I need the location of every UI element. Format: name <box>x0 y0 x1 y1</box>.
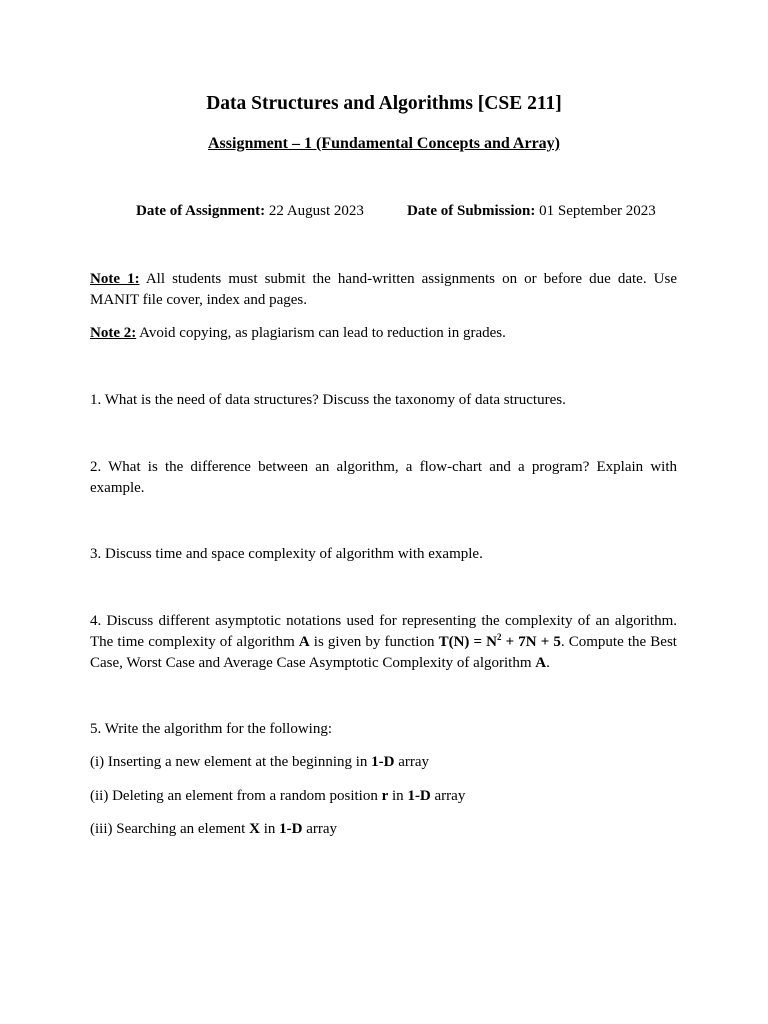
item-2-pre: (ii) Deleting an element from a random position <box>90 788 382 804</box>
algorithm-a: A <box>298 634 310 650</box>
item-2-mid: in <box>388 788 408 804</box>
note-1 <box>90 269 677 311</box>
date-of-assignment-label: Date of Assignment: <box>136 203 266 219</box>
date-of-submission-label: Date of Submission: <box>407 203 536 219</box>
function-lhs: T(N) = N <box>438 634 498 650</box>
item-1-bold: 1-D <box>371 754 395 770</box>
question-4 <box>90 611 677 674</box>
question-4-part3: . Compute the Best Case, Worst Case and Average Case Asymptotic Complexity of algorithm <box>90 634 677 671</box>
question-4-part1: 4. Discuss different asymptotic notations used for representing the complexity of an algorithm. The time complexity of algorithm <box>90 613 677 650</box>
function-rhs: + 7N + 5 <box>501 634 561 650</box>
item-1-post: array <box>394 754 430 770</box>
item-2-post: array <box>430 788 466 804</box>
date-of-assignment <box>136 203 364 220</box>
note-1-text: All students must submit the hand-written assignments on or before due date. Use MANIT file cover, index and pages. <box>90 271 678 308</box>
question-5-intro: 5. Write the algorithm for the following: <box>90 721 332 737</box>
question-4-part4: . <box>546 655 550 671</box>
item-2-bold: 1-D <box>407 788 431 804</box>
note-2-label: Note 2: <box>90 325 137 341</box>
item-3-pre: (iii) Searching an element <box>90 821 250 837</box>
note-2-text: Avoid copying, as plagiarism can lead to reduction in grades. <box>136 325 506 341</box>
date-of-submission <box>407 203 656 220</box>
question-3: 3. Discuss time and space complexity of algorithm with example. <box>90 546 483 562</box>
question-2: 2. What is the difference between an algorithm, a flow-chart and a program? Explain with example. <box>90 459 677 496</box>
question-5-item-1 <box>90 752 429 773</box>
document-title: Data Structures and Algorithms [CSE 211] <box>206 93 562 114</box>
date-of-submission-value: 01 September 2023 <box>535 203 656 219</box>
assignment-subtitle: Assignment – 1 (Fundamental Concepts and Array) <box>207 135 560 152</box>
item-1-pre: (i) Inserting a new element at the beginning in <box>90 754 372 770</box>
item-2-bold-r: r <box>381 788 389 804</box>
item-3-mid: in <box>259 821 280 837</box>
question-4-part2: is given by function <box>309 634 439 650</box>
question-5-item-3 <box>90 819 337 840</box>
item-3-bold: 1-D <box>279 821 303 837</box>
date-of-assignment-value: 22 August 2023 <box>265 203 364 219</box>
item-3-post: array <box>302 821 338 837</box>
item-3-bold-x: X <box>249 821 260 837</box>
note-2 <box>90 323 677 344</box>
function-exponent: 2 <box>497 632 502 642</box>
algorithm-a-end: A <box>535 655 547 671</box>
note-1-label: Note 1: <box>90 271 140 287</box>
question-5-item-2 <box>90 786 465 807</box>
question-1: 1. What is the need of data structures? Discuss the taxonomy of data structures. <box>90 392 566 408</box>
